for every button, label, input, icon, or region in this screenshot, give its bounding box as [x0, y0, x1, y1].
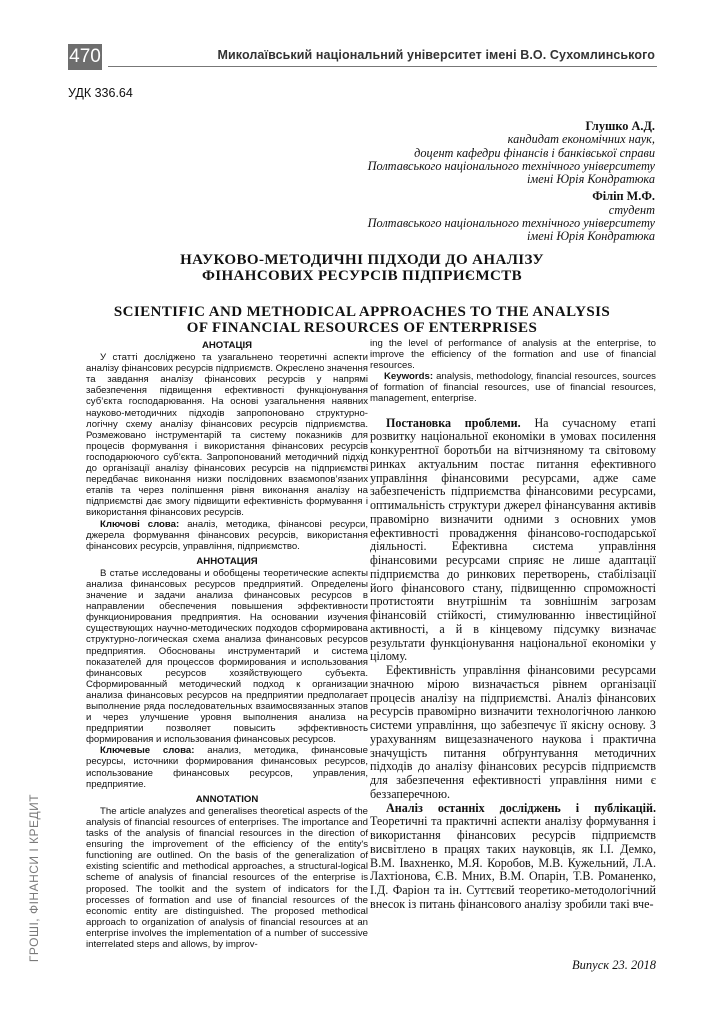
- abstract-ua-text: У статті досліджено та узагальнено теоретичні аспекти аналізу фінансових ресурсів підприємств. Окреслено значення та завдання аналізу фінансових ресурсів у напрямі забезпечення підвищення ефективності функціонування суб’єкта господарювання. На основі узагальнення наявних науково-методичних підходів запропоновано структурно-логічну схему аналізу фінансових ресурсів підприємства. Розмежовано інструментарій та систему показників для процесів формування і використання фінансових ресурсів господарюючого суб’єкта. Запропонований методичний підхід до організації аналізу фінансових ресурсів на підприємстві передбачає виконання низки послідовних взаємопов’язаних етапів та через поліпшення рівня виконання аналізу на підприємстві дає змогу підвищити ефективність формування і використання фінансових ресурсів.: [86, 352, 368, 519]
- keywords-ua: [86, 519, 368, 552]
- abstract-ua-heading: АНОТАЦІЯ: [201, 340, 253, 351]
- article-body: [370, 417, 656, 912]
- section-label: Аналіз останніх досліджень і публікацій.: [386, 800, 656, 815]
- abstract-ru-heading: АННОТАЦИЯ: [196, 555, 258, 567]
- keywords-ru-label: Ключевые слова:: [100, 745, 195, 757]
- abstract-en-text: The article analyzes and generalises theoretical aspects of the analysis of financial resources of enterprises. The importance and tasks of the analysis of financial resources in the direction of ensuring the improvement of the efficiency of the entity's functioning are outlined. On the basis of the generalization of existing scientific and methodical approaches, a structural-logical scheme of analysis of financial resources of the enterprise is proposed. The toolkit and the system of indicators for the processes of formation and use of financial resources of the economic entity are distinguished. The proposed methodical approach to organization of analysis of financial resources at an enterprise involves the implementation of a number of successive interrelated steps and allows, by improv-: [86, 805, 368, 950]
- author-affiliation-line: Полтавського національного технічного університету: [367, 158, 655, 173]
- article-titles: [68, 252, 656, 336]
- author-affiliation-line: студент: [608, 202, 655, 217]
- author-affiliation-line: Полтавського національного технічного університету: [367, 216, 655, 231]
- title-en-line: OF FINANCIAL RESOURCES OF ENTERPRISES: [186, 320, 538, 336]
- body-paragraph: Ефективність управління фінансовими ресурсами значною мірою визначається рівнем організації процесів аналізу на підприємстві. Аналіз фінансових ресурсів правомірно визначити технологічною ланкою системи управління, що забезпечує її якісну основу. З урахуванням вищезазначеного наукова і практична значущість питання обґрунтування методичних підходів до аналізу фінансових ресурсів підприємств для забезпечення ефективності управління ними є беззаперечною.: [370, 663, 656, 801]
- author-affiliation-line: доцент кафедри фінансів і банківської справи: [414, 145, 655, 160]
- author-affiliation-line: імені Юрія Кондратюка: [527, 229, 655, 244]
- keywords-en: [370, 371, 656, 404]
- abstract-en-text-continued: ing the level of performance of analysis at the enterprise, to improve the efficiency of the formation and use of financial resources.: [370, 338, 656, 372]
- header-rule: [108, 66, 657, 67]
- abstract-ru-text: В статье исследованы и обобщены теоретические аспекты анализа финансовых ресурсов предприятий. Определены значение и задачи анализа финансовых ресурсов в направлении обеспечения повышения эффективности функционирования предприятия. На основании изучения существующих научно-методических подходов сформирована структурно-логическая схема анализа финансовых ресурсов предприятия. Обоснованы инструментарий и система показателей для процессов формирования и использования финансовых ресурсов хозяйствующего субъекта. Сформированный методический подход к организации анализа финансовых ресурсов на предприятии предполагает выполнение ряда последовательных взаимосвязанных этапов и через улучшение уровня выполнения анализа на предприятии позволяет повысить эффективность формирования и использования финансовых ресурсов.: [86, 567, 368, 746]
- side-journal-label-text: ГРОШІ, ФІНАНСИ І КРЕДИТ: [27, 793, 41, 963]
- udk-code: УДК 336.64: [68, 86, 133, 100]
- keywords-ru: [86, 745, 368, 789]
- author-name: Філіп М.Ф.: [592, 189, 655, 204]
- author-affiliation-line: імені Юрія Кондратюка: [527, 172, 655, 187]
- issue-footer: Випуск 23. 2018: [572, 958, 656, 972]
- body-paragraph: [370, 417, 656, 665]
- left-column: [86, 338, 368, 950]
- side-journal-label: [27, 793, 58, 963]
- running-title: Миколаївський національний університет імені В.О. Сухомлинського: [217, 48, 655, 62]
- right-column: [370, 338, 656, 912]
- title-en-line: SCIENTIFIC AND METHODICAL APPROACHES TO THE ANALYSIS: [113, 304, 611, 320]
- page-number: 470: [68, 44, 102, 70]
- title-ua-line: ФІНАНСОВИХ РЕСУРСІВ ПІДПРИЄМСТВ: [201, 268, 523, 284]
- body-paragraph-text: На сучасному етапі розвитку національної економіки в умовах посилення конкурентної боротьби на вітчизняному та світовому ринках актуальним постає питання ефективного управління фінансовими ресурсами, адже саме забезпеченість підприємства фінансовими ресурсами, оптимальність структури джерел фінансування активів правомірно визначити одними з основних умов ефективності провадження фінансово-господарської діяльності. Ефективна система управління фінансовими ресурсами сприяє не лише адаптації підприємства до ринкових перетворень, стабілізації його фінансового стану, підвищенню спроможності протистояти внутрішнім та зовнішнім загрозам фінансовій стійкості, стимулюванню інвестиційної активності, а й в кінцевому підсумку визначає результати функціонування національної економіки у цілому.: [370, 415, 656, 664]
- author-block: [280, 120, 655, 244]
- keywords-ua-text: аналіз, методика, фінансові ресурси, джерела формування фінансових ресурсів, використання фінансових ресурсів, управління, підприємство.: [86, 518, 369, 552]
- keywords-en-text: analysis, methodology, financial resources, sources of formation of financial resources, use of financial resources, management, enterprise.: [370, 371, 656, 405]
- abstract-en-continued: [370, 338, 656, 405]
- keywords-en-label: Keywords:: [384, 371, 434, 383]
- author-name: Глушко А.Д.: [585, 119, 655, 133]
- body-paragraph-text: Теоретичні та практичні аспекти аналізу формування і використання фінансових ресурсів підприємств висвітлено в працях таких науковців, як І.І. Демко, В.М. Івахненко, М.Я. Коробов, М.В. Кужельний, Л.А. Лахтіонова, Є.В. Мних, В.М. Опарін, Т.В. Романенко, І.Д. Фаріон та ін. Суттєвий теоретико-методологічний внесок із питань фінансового аналізу зробили такі вче-: [370, 814, 656, 911]
- keywords-ru-text: анализ, методика, финансовые ресурсы, источники формирования финансовых ресурсов, использование финансовых ресурсов, управления, предприятие.: [86, 745, 369, 790]
- section-label: Постановка проблеми.: [386, 415, 521, 430]
- abstract-en-heading: ANNOTATION: [195, 793, 259, 805]
- body-paragraph: [370, 802, 656, 912]
- keywords-ua-label: Ключові слова:: [100, 518, 180, 530]
- author-affiliation-line: кандидат економічних наук,: [507, 132, 655, 147]
- title-ua-line: НАУКОВО-МЕТОДИЧНІ ПІДХОДИ ДО АНАЛІЗУ: [180, 252, 544, 268]
